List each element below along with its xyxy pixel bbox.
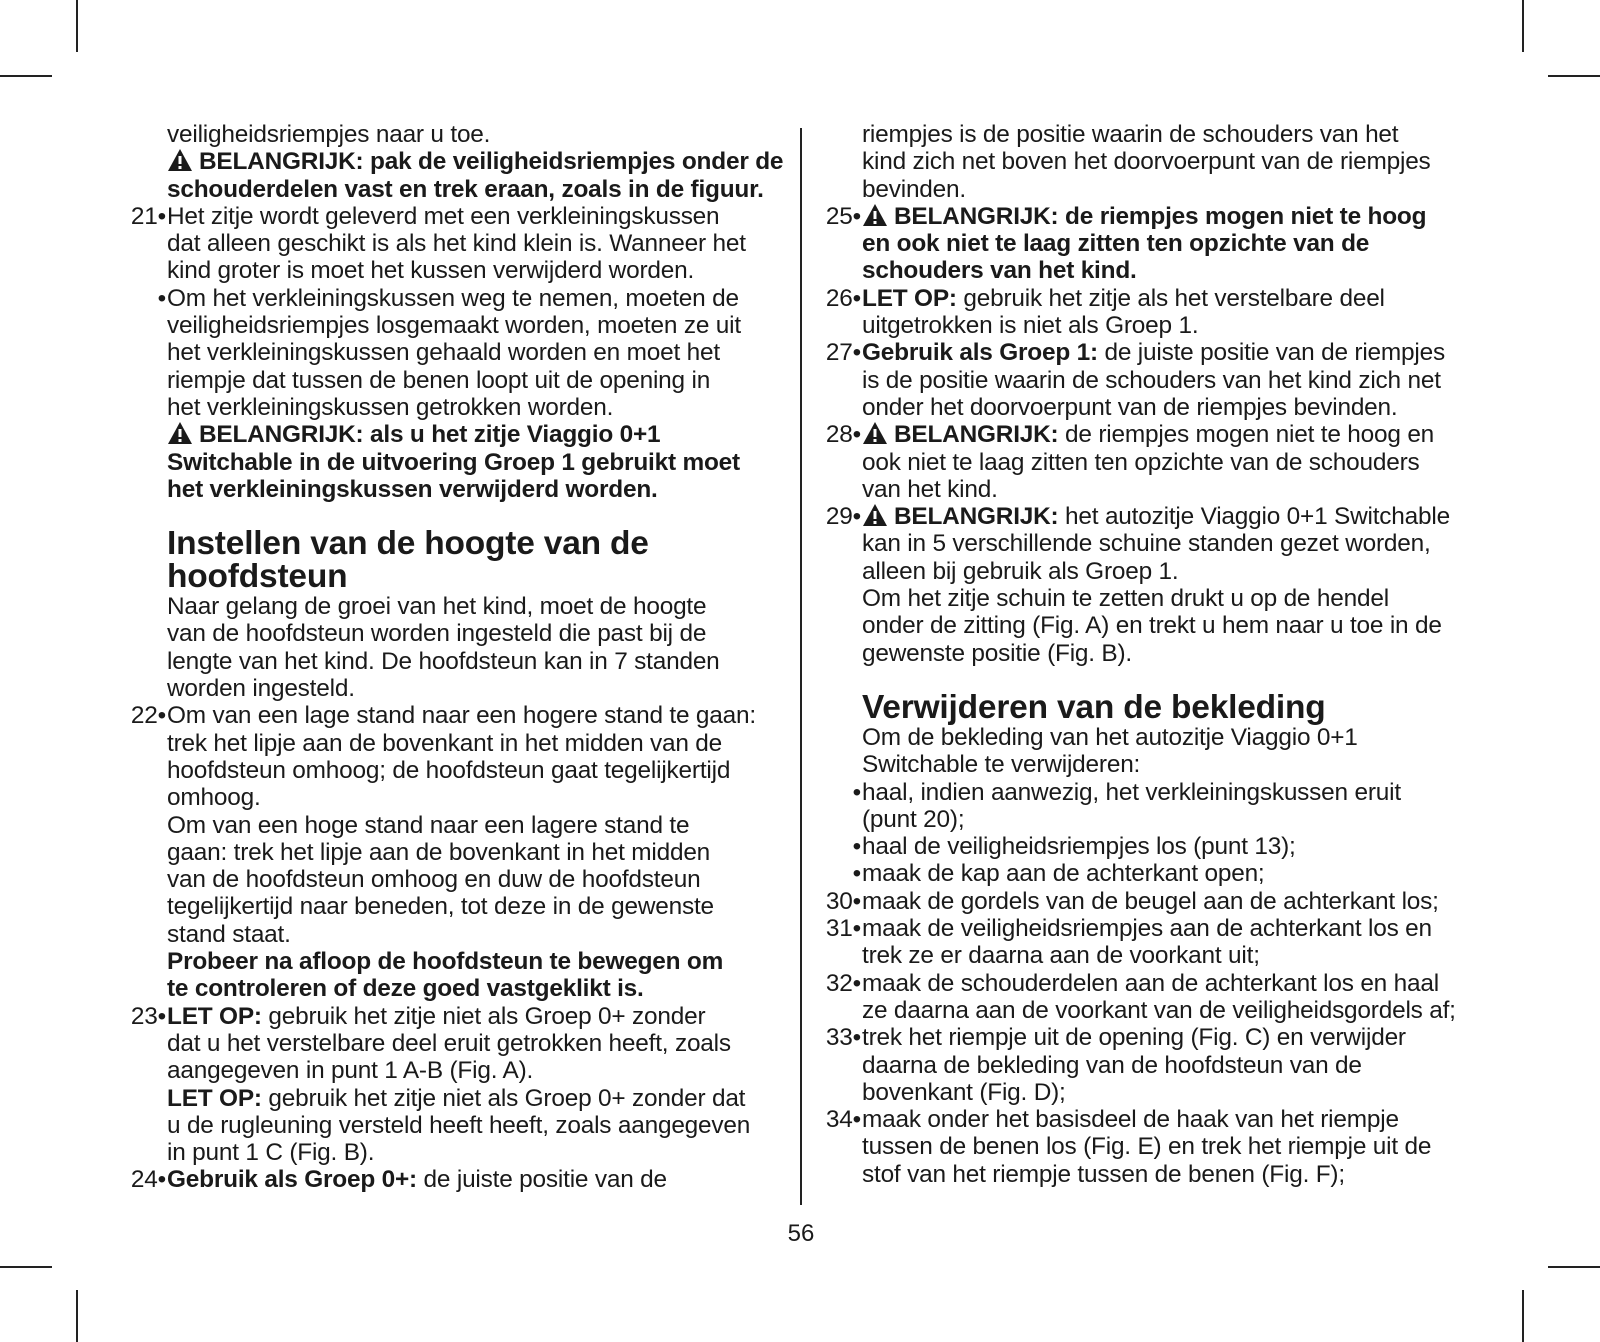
list-item-34 bbox=[812, 1106, 1478, 1133]
text: gebruik het zitje als het verstelbare deel bbox=[956, 284, 1385, 312]
text: daarna de bekleding van de hoofdsteun van de bbox=[862, 1051, 1362, 1079]
text-line bbox=[110, 921, 790, 948]
text: te controleren of deze goed vastgeklikt is. bbox=[167, 975, 644, 1003]
bullet: • bbox=[852, 833, 861, 861]
text: ze daarna aan de voorkant van de veiligheidsgordels af; bbox=[862, 996, 1456, 1024]
text-line bbox=[110, 339, 790, 366]
text: maak de veiligheidsriempjes aan de achterkant los en bbox=[862, 915, 1432, 943]
text: BELANGRIJK: de riempjes mogen niet te hoog bbox=[894, 202, 1427, 230]
text: aangegeven in punt 1 A-B (Fig. A). bbox=[167, 1057, 534, 1085]
text-line bbox=[812, 312, 1478, 339]
text: onder de zitting (Fig. A) en trekt u hem naar u toe in de bbox=[862, 612, 1442, 640]
label-bold: LET OP: bbox=[167, 1084, 262, 1112]
text: de juiste positie van de bbox=[416, 1166, 667, 1194]
text-line bbox=[110, 812, 790, 839]
text-line bbox=[110, 730, 790, 757]
text-line bbox=[110, 449, 790, 476]
warning-triangle-icon bbox=[862, 503, 888, 527]
text: Om het verkleiningskussen weg te nemen, moeten de bbox=[167, 284, 739, 312]
text: veiligheidsriempjes losgemaakt worden, moeten ze uit bbox=[167, 312, 741, 340]
text: en ook niet te laag zitten ten opzichte van de bbox=[862, 230, 1370, 258]
text: schouderdelen vast en trek eraan, zoals in de figuur. bbox=[167, 175, 764, 203]
text-line bbox=[812, 1079, 1478, 1106]
label-bold: LET OP: bbox=[167, 1002, 262, 1030]
bullet-item bbox=[110, 285, 790, 312]
item-number: 29• bbox=[825, 503, 861, 531]
text-line bbox=[110, 257, 790, 284]
text: worden ingesteld. bbox=[167, 675, 355, 703]
text-line bbox=[812, 806, 1478, 833]
text: u de rugleuning versteld heeft heeft, zoals aangegeven bbox=[167, 1111, 751, 1139]
text: tussen de benen los (Fig. E) en trek het riempje uit de bbox=[862, 1133, 1432, 1161]
text: bovenkant (Fig. D); bbox=[862, 1078, 1066, 1106]
text-line bbox=[110, 784, 790, 811]
text-line bbox=[812, 121, 1478, 148]
text: dat alleen geschikt is als het kind klein is. Wanneer het bbox=[167, 230, 746, 258]
text: veiligheidsriempjes naar u toe. bbox=[167, 121, 491, 148]
left-column bbox=[110, 121, 790, 1194]
crop-mark bbox=[1548, 1266, 1600, 1268]
item-number: 33• bbox=[825, 1024, 861, 1052]
text: maak de kap aan de achterkant open; bbox=[862, 860, 1265, 888]
text-line bbox=[110, 1139, 790, 1166]
text: de riempjes mogen niet te hoog en bbox=[1058, 421, 1435, 449]
text-line bbox=[812, 176, 1478, 203]
list-item-25 bbox=[812, 203, 1478, 230]
list-item-30 bbox=[812, 888, 1478, 915]
item-number: 34• bbox=[825, 1106, 861, 1134]
text-line bbox=[812, 585, 1478, 612]
item-number: 21• bbox=[130, 202, 166, 230]
text: van de hoofdsteun worden ingesteld die past bij de bbox=[167, 620, 707, 648]
text-line bbox=[110, 1112, 790, 1139]
crop-mark bbox=[0, 75, 52, 77]
item-number: 32• bbox=[825, 969, 861, 997]
item-number: 22• bbox=[130, 702, 166, 730]
text-line bbox=[110, 757, 790, 784]
item-number: 27• bbox=[825, 339, 861, 367]
text: trek ze er daarna aan de voorkant uit; bbox=[862, 942, 1260, 970]
list-item-21 bbox=[110, 203, 790, 230]
text: Om van een hoge stand naar een lagere stand te bbox=[167, 811, 690, 839]
text: Om het zitje schuin te zetten drukt u op de hendel bbox=[862, 585, 1389, 613]
text-line bbox=[110, 1085, 790, 1112]
list-item-26 bbox=[812, 285, 1478, 312]
text: het verkleiningskussen verwijderd worden. bbox=[167, 475, 658, 503]
text: BELANGRIJK: als u het zitje Viaggio 0+1 bbox=[199, 421, 661, 449]
text: gewenste positie (Fig. B). bbox=[862, 639, 1132, 667]
text: uitgetrokken is niet als Groep 1. bbox=[862, 312, 1199, 340]
list-item-27 bbox=[812, 339, 1478, 366]
column-divider bbox=[800, 128, 802, 1205]
text: stof van het riempje tussen de benen (Fig. F); bbox=[862, 1160, 1345, 1188]
text: trek het riempje uit de opening (Fig. C) en verwijder bbox=[862, 1024, 1406, 1052]
text: Het zitje wordt geleverd met een verkleiningskussen bbox=[167, 202, 720, 230]
text-line bbox=[110, 121, 790, 148]
text-line bbox=[812, 1133, 1478, 1160]
crop-mark bbox=[76, 0, 78, 52]
text-line bbox=[812, 1161, 1478, 1188]
text-line bbox=[812, 257, 1478, 284]
bullet-item bbox=[812, 860, 1478, 887]
label-bold: LET OP: bbox=[862, 284, 957, 312]
text: maak de gordels van de beugel aan de achterkant los; bbox=[862, 887, 1439, 915]
text-line bbox=[812, 942, 1478, 969]
text: alleen bij gebruik als Groep 1. bbox=[862, 557, 1179, 585]
text: haal de veiligheidsriempjes los (punt 13); bbox=[862, 833, 1296, 861]
text: het verkleiningskussen getrokken worden. bbox=[167, 393, 614, 421]
item-number: 31• bbox=[825, 915, 861, 943]
text: bevinden. bbox=[862, 175, 966, 203]
text: Naar gelang de groei van het kind, moet de hoogte bbox=[167, 593, 707, 621]
text: dat u het verstelbare deel eruit getrokken heeft, zoals bbox=[167, 1029, 731, 1057]
warning-triangle-icon bbox=[862, 421, 888, 445]
text: hoofdsteun omhoog; de hoofdsteun gaat tegelijkertijd bbox=[167, 756, 731, 784]
text: omhoog. bbox=[167, 784, 261, 812]
text-line bbox=[812, 997, 1478, 1024]
text-line bbox=[110, 675, 790, 702]
text: tegelijkertijd naar beneden, tot deze in de gewenste bbox=[167, 893, 714, 921]
text: het autozitje Viaggio 0+1 Switchable bbox=[1058, 503, 1450, 531]
text-line bbox=[110, 1057, 790, 1084]
text: Probeer na afloop de hoofdsteun te bewegen om bbox=[167, 948, 724, 976]
text-line bbox=[812, 476, 1478, 503]
text-line bbox=[812, 1052, 1478, 1079]
warning-triangle-icon bbox=[862, 203, 888, 227]
item-number: 26• bbox=[825, 284, 861, 312]
list-item-31 bbox=[812, 915, 1478, 942]
crop-mark bbox=[1522, 0, 1524, 52]
item-number: 30• bbox=[825, 887, 861, 915]
text: van het kind. bbox=[862, 475, 998, 503]
label-bold: BELANGRIJK: bbox=[894, 421, 1059, 449]
text-line bbox=[812, 751, 1478, 778]
text-line bbox=[110, 176, 790, 203]
text: schouders van het kind. bbox=[862, 257, 1137, 285]
text-line bbox=[110, 1030, 790, 1057]
text: het verkleiningskussen gehaald worden en moet het bbox=[167, 339, 720, 367]
list-item-24 bbox=[110, 1166, 790, 1193]
page-number: 56 bbox=[787, 1220, 815, 1247]
text: onder het doorvoerpunt van de riempjes bevinden. bbox=[862, 393, 1398, 421]
text: lengte van het kind. De hoofdsteun kan in 7 standen bbox=[167, 647, 720, 675]
text: de juiste positie van de riempjes bbox=[1097, 339, 1445, 367]
text: is de positie waarin de schouders van het kind zich net bbox=[862, 366, 1441, 394]
text: kind zich net boven het doorvoerpunt van de riempjes bbox=[862, 148, 1431, 176]
text: stand staat. bbox=[167, 920, 291, 948]
text: riempje dat tussen de benen loopt uit de opening in bbox=[167, 366, 711, 394]
text: riempjes is de positie waarin de schouders van het bbox=[862, 121, 1399, 148]
crop-mark bbox=[1548, 75, 1600, 77]
text: maak de schouderdelen aan de achterkant los en haal bbox=[862, 969, 1439, 997]
text-line bbox=[812, 148, 1478, 175]
warning-triangle-icon bbox=[167, 421, 193, 445]
text-line bbox=[812, 640, 1478, 667]
warning-triangle-icon bbox=[167, 148, 193, 172]
text: Switchable te verwijderen: bbox=[862, 751, 1141, 779]
section-heading: hoofdsteun bbox=[167, 558, 348, 596]
text: gaan: trek het lipje aan de bovenkant in het midden bbox=[167, 838, 711, 866]
text: maak onder het basisdeel de haak van het riempje bbox=[862, 1106, 1399, 1134]
text-line bbox=[812, 612, 1478, 639]
text-line bbox=[110, 367, 790, 394]
list-item-23 bbox=[110, 1003, 790, 1030]
label-bold: Gebruik als Groep 0+: bbox=[167, 1166, 417, 1194]
text: trek het lipje aan de bovenkant in het midden van de bbox=[167, 729, 723, 757]
section-heading: Instellen van de hoogte van de bbox=[167, 525, 649, 563]
text-line bbox=[110, 948, 790, 975]
list-item-33 bbox=[812, 1024, 1478, 1051]
text-line bbox=[812, 449, 1478, 476]
text-line bbox=[812, 230, 1478, 257]
text-line bbox=[812, 367, 1478, 394]
text-line bbox=[110, 394, 790, 421]
item-number: 25• bbox=[825, 202, 861, 230]
text-line bbox=[110, 866, 790, 893]
text-line bbox=[812, 394, 1478, 421]
text-line bbox=[110, 620, 790, 647]
text-line bbox=[812, 558, 1478, 585]
text: haal, indien aanwezig, het verkleiningskussen eruit bbox=[862, 778, 1401, 806]
crop-mark bbox=[76, 1290, 78, 1342]
text: gebruik het zitje niet als Groep 0+ zonder bbox=[261, 1002, 706, 1030]
text-line bbox=[812, 530, 1478, 557]
text: gebruik het zitje niet als Groep 0+ zonder dat bbox=[261, 1084, 746, 1112]
warning-line bbox=[110, 421, 790, 448]
warning-line bbox=[110, 148, 790, 175]
section-heading: Verwijderen van de bekleding bbox=[862, 688, 1326, 726]
text: Om de bekleding van het autozitje Viaggio 0+1 bbox=[862, 723, 1358, 751]
crop-mark bbox=[0, 1266, 52, 1268]
bullet-item bbox=[812, 779, 1478, 806]
bullet: • bbox=[157, 284, 166, 312]
text-line bbox=[812, 724, 1478, 751]
list-item-22 bbox=[110, 702, 790, 729]
right-column bbox=[812, 121, 1478, 1188]
text-line bbox=[110, 230, 790, 257]
text-line bbox=[110, 593, 790, 620]
text: BELANGRIJK: pak de veiligheidsriempjes onder de bbox=[199, 148, 784, 176]
text-line bbox=[110, 648, 790, 675]
item-number: 23• bbox=[130, 1002, 166, 1030]
text: kan in 5 verschillende schuine standen gezet worden, bbox=[862, 530, 1431, 558]
crop-mark bbox=[1522, 1290, 1524, 1342]
text-line bbox=[110, 312, 790, 339]
bullet-item bbox=[812, 833, 1478, 860]
text: (punt 20); bbox=[862, 805, 965, 833]
list-item-29 bbox=[812, 503, 1478, 530]
text-line bbox=[110, 975, 790, 1002]
list-item-32 bbox=[812, 970, 1478, 997]
item-number: 24• bbox=[130, 1166, 166, 1194]
text: ook niet te laag zitten ten opzichte van de schouders bbox=[862, 448, 1420, 476]
text: Switchable in de uitvoering Groep 1 gebruikt moet bbox=[167, 448, 740, 476]
bullet: • bbox=[852, 860, 861, 888]
text: Om van een lage stand naar een hogere stand te gaan: bbox=[167, 702, 756, 730]
label-bold: Gebruik als Groep 1: bbox=[862, 339, 1098, 367]
label-bold: BELANGRIJK: bbox=[894, 503, 1059, 531]
text-line bbox=[110, 893, 790, 920]
text: kind groter is moet het kussen verwijderd worden. bbox=[167, 257, 695, 285]
text: in punt 1 C (Fig. B). bbox=[167, 1139, 375, 1167]
list-item-28 bbox=[812, 421, 1478, 448]
text: van de hoofdsteun omhoog en duw de hoofdsteun bbox=[167, 866, 701, 894]
text-line bbox=[110, 476, 790, 503]
item-number: 28• bbox=[825, 421, 861, 449]
bullet: • bbox=[852, 778, 861, 806]
text-line bbox=[110, 839, 790, 866]
